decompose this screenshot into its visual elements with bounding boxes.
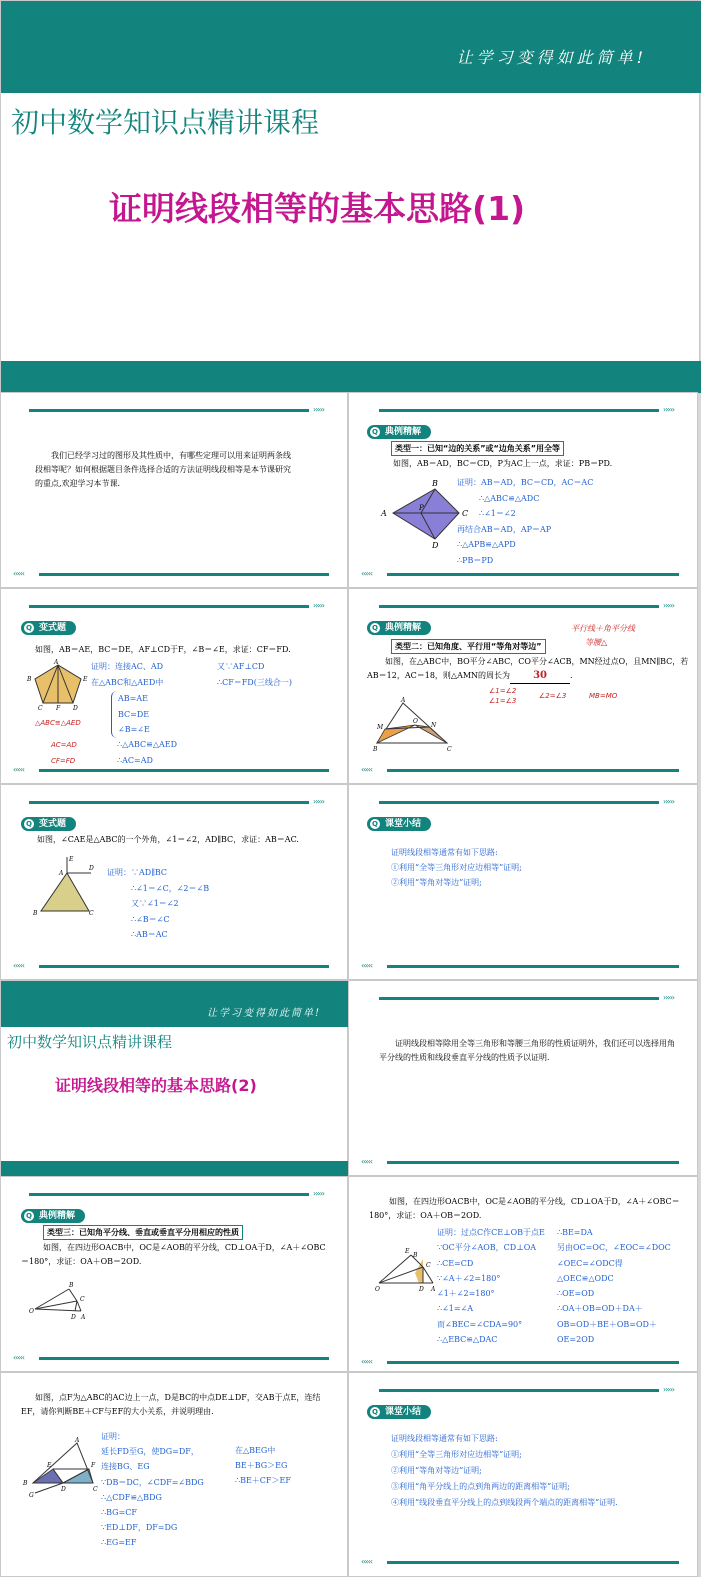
bottom-divider [39, 965, 329, 968]
intro-text: 我们已经学习过的图形及其性质中，有哪些定理可以用来证明两条线段相等呢？如何根据题目条件选择合适的方法证明线段相等是本节课研究的重点,欢迎学习本节课. [35, 451, 291, 488]
type3-figure [29, 1279, 89, 1321]
top-divider [379, 605, 659, 608]
intro2-text: 证明线段相等除用全等三角形和等腰三角形的性质证明外，我们还可以选择用角平分线的性质和线段垂直平分线的性质予以证明. [379, 1039, 675, 1062]
fig-label-C: C [38, 705, 43, 712]
variant3-proof-right: 在△BEG中 BE＋BG＞EG ∴BE＋CF＞EF [235, 1446, 291, 1486]
fig-label-C: C [426, 1262, 431, 1269]
fig-label-D: D [419, 1286, 424, 1293]
type2-figure [373, 697, 453, 753]
variant2-proof: 证明：∵AD∥BC ∴∠1＝∠C，∠2＝∠B 又∵∠1＝∠2 ∴∠B＝∠C ∴AB＝AC [107, 868, 210, 939]
bottom-divider [387, 1361, 679, 1364]
type1-problem: 如图，AB＝AD，BC＝CD，P为AC上一点，求证：PB＝PD. [393, 459, 613, 468]
type3-slide [0, 1176, 348, 1372]
top-chevrons: ››››› [663, 405, 674, 414]
bottom-chevrons: ‹‹‹‹‹ [13, 1353, 24, 1362]
fig-label-B: B [432, 479, 438, 488]
intro-slide-2 [348, 980, 698, 1176]
fig-label-A: A [59, 870, 64, 877]
type1-slide [348, 392, 698, 588]
variant1-figure [25, 659, 91, 711]
type3-label: 类型三：已知角平分线、垂直或垂直平分用相应的性质 [43, 1225, 243, 1240]
handwritten-note-4: ∠1=∠3 [489, 697, 517, 705]
fig-label-C: C [447, 746, 452, 753]
variant2-slide [0, 784, 348, 980]
type1-figure [379, 477, 469, 549]
search-icon: Q [24, 623, 34, 633]
type3-proof-problem: 如图，在四边形OACB中，OC是∠AOB的平分线，CD⊥OA于D，∠A＋∠OBC＝180°，求证：OA＋OB＝2OD. [369, 1197, 680, 1220]
top-chevrons: ››››› [313, 1189, 324, 1198]
search-icon: Q [24, 1211, 34, 1221]
bottom-chevrons: ‹‹‹‹‹ [361, 961, 372, 970]
fig-label-A: A [54, 659, 59, 666]
bottom-divider [39, 769, 329, 772]
summary-tag: Q 课堂小结 [367, 1405, 431, 1419]
bottom-divider [387, 573, 679, 576]
variant1-proof-left: 证明：连接AC、AD 在△ABC和△AED中 [91, 662, 164, 687]
fig-label-A: A [381, 509, 387, 518]
variant-tag: Q 变式题 [21, 621, 76, 635]
fig-label-D: D [89, 865, 94, 872]
summary2-slide [348, 1372, 698, 1577]
example-tag: Q 典例精解 [21, 1209, 85, 1223]
type1-proof: 证明：AB＝AD，BC＝CD，AC＝AC ∴△ABC≌△ADC ∴∠1＝∠2 再结合AB＝AD，AP＝AP ∴△APB≌△APD ∴PB＝PD [457, 478, 594, 565]
variant2-problem: 如图，∠CAE是△ABC的一个外角，∠1＝∠2，AD∥BC，求证：AB＝AC. [37, 835, 299, 844]
top-chevrons: ››››› [663, 601, 674, 610]
fig-label-B: B [27, 676, 32, 683]
title-slide-2 [0, 980, 348, 1176]
fig-label-A: A [81, 1314, 86, 1321]
fig-label-E: E [405, 1248, 410, 1255]
summary1-slide [348, 784, 698, 980]
variant3-slide [0, 1372, 348, 1577]
variant1-problem: 如图，AB＝AE，BC＝DE，AF⊥CD于F，∠B＝∠E，求证：CF＝FD. [35, 645, 291, 654]
fig-label-C: C [93, 1486, 98, 1493]
type2-problem: 如图，在△ABC中，BO平分∠ABC，CO平分∠ACB，MN经过点O，且MN∥BC，若AB＝12，AC＝18，则△AMN的周长为 30 . [367, 655, 689, 684]
fig-label-E: E [69, 856, 74, 863]
type3-proof-slide [348, 1176, 698, 1372]
top-chevrons: ››››› [313, 601, 324, 610]
variant3-problem: 如图，点F为△ABC的AC边上一点，D是BC的中点DE⊥DF，交AB于点E，连结EF，请你判断BE＋CF与EF的大小关系，并说明理由. [21, 1393, 321, 1416]
bottom-chevrons: ‹‹‹‹‹ [13, 569, 24, 578]
title-slide-1 [0, 0, 700, 392]
fig-label-A: A [431, 1286, 436, 1293]
fig-label-C: C [80, 1296, 85, 1303]
slogan: 让学习变得如此简单! [206, 1008, 321, 1019]
handwritten-note-1: 平行线＋角平分线 [571, 624, 635, 633]
handwritten-note-2: 等腰△ [585, 638, 608, 647]
footer-banner [1, 1161, 349, 1177]
bottom-divider [387, 1561, 679, 1564]
variant3-figure [23, 1435, 99, 1497]
fig-label-D: D [73, 705, 78, 712]
fig-label-A: A [401, 697, 406, 704]
type3-proof-left: 证明：过点C作CE⊥OB于点E ∵OC平分∠AOB，CD⊥OA ∴CE=CD ∵∠A＋∠2=180° ∠1＋∠2=180° ∴∠1=∠A 而∠BEC=∠CDA=90° ∴△EBC≌△DAC [437, 1228, 545, 1345]
fig-label-F: F [91, 1462, 96, 1469]
variant1-proof-conclusion: ∴△ABC≌△AED ∴AC=AD [117, 740, 178, 765]
bottom-divider [39, 1357, 329, 1360]
fig-label-D: D [71, 1314, 76, 1321]
top-divider [379, 997, 659, 1000]
top-chevrons: ››››› [313, 405, 324, 414]
variant-tag: Q 变式题 [21, 817, 76, 831]
top-divider [29, 801, 309, 804]
top-divider [29, 1193, 309, 1196]
fig-label-B: B [373, 746, 378, 753]
fig-label-M: M [377, 724, 384, 731]
search-icon: Q [370, 819, 380, 829]
fig-label-D: D [61, 1486, 66, 1493]
fig-label-F: F [56, 705, 61, 712]
bottom-divider [39, 573, 329, 576]
fig-label-C: C [89, 910, 94, 917]
variant2-figure [31, 855, 95, 917]
top-divider [29, 409, 309, 412]
top-divider [379, 409, 659, 412]
handwritten-note-1: △ABC≌△AED [35, 719, 81, 727]
fig-label-P: P [419, 504, 424, 512]
handwritten-note-6: MB=MO [589, 692, 618, 700]
bottom-chevrons: ‹‹‹‹‹ [13, 961, 24, 970]
top-chevrons: ››››› [663, 797, 674, 806]
fig-label-O: O [29, 1308, 34, 1315]
bottom-chevrons: ‹‹‹‹‹ [361, 1557, 372, 1566]
variant3-proof-left: 证明： 延长FD至G，使DG=DF， 连接BG、EG ∵DB＝DC，∠CDF=∠BDG ∴△CDF≌△BDG ∴BG=CF ∵ED⊥DF，DF=DG ∴EG=EF [101, 1432, 204, 1548]
fig-label-N: N [431, 722, 437, 729]
top-divider [379, 1389, 659, 1392]
search-icon: Q [24, 819, 34, 829]
bottom-chevrons: ‹‹‹‹‹ [361, 765, 372, 774]
top-chevrons: ››››› [663, 1385, 674, 1394]
fig-label-O: O [375, 1286, 380, 1293]
search-icon: Q [370, 623, 380, 633]
fig-label-B: B [69, 1282, 74, 1289]
top-chevrons: ››››› [663, 993, 674, 1002]
fig-label-G: G [29, 1492, 34, 1499]
course-title: 初中数学知识点精讲课程 [7, 1033, 173, 1051]
type3-problem: 如图，在四边形OACB中，OC是∠AOB的平分线，CD⊥OA于D，∠A＋∠OBC＝180°，求证：OA＋OB＝2OD. [21, 1243, 326, 1266]
search-icon: Q [370, 1407, 380, 1417]
handwritten-note-3: ∠1=∠2 [489, 687, 517, 695]
top-divider [29, 605, 309, 608]
search-icon: Q [370, 427, 380, 437]
handwritten-note-5: ∠2=∠3 [539, 692, 567, 700]
top-chevrons: ››››› [313, 797, 324, 806]
slogan: 让学习变得如此简单! [456, 48, 647, 67]
handwritten-note-2: AC=AD [51, 741, 77, 749]
fig-label-B: B [413, 1252, 418, 1259]
fig-label-D: D [432, 541, 439, 550]
footer-banner [1, 361, 701, 393]
fig-label-B: B [23, 1480, 28, 1487]
bottom-divider [387, 769, 679, 772]
summary1-lines: 证明线段相等通常有如下思路: ①利用“全等三角形对应边相等”证明; ②利用“等角对等边”证明; [391, 848, 522, 887]
bottom-divider [387, 965, 679, 968]
bottom-divider [387, 1161, 679, 1164]
answer-blank [510, 669, 570, 684]
variant1-brace-block: AB=AE BC=DE ∠B=∠E [111, 691, 150, 738]
example-tag: Q 典例精解 [367, 425, 431, 439]
lesson-title: 证明线段相等的基本思路(1) [109, 189, 526, 228]
fig-label-A: A [75, 1437, 80, 1444]
fig-label-C: C [462, 509, 469, 518]
example-tag: Q 典例精解 [367, 621, 431, 635]
handwritten-note-3: CF=FD [51, 757, 76, 765]
bottom-chevrons: ‹‹‹‹‹ [361, 569, 372, 578]
lesson-title: 证明线段相等的基本思路(2) [55, 1076, 257, 1095]
fig-label-E: E [47, 1462, 52, 1469]
summary-tag: Q 课堂小结 [367, 817, 431, 831]
fig-label-E: E [83, 676, 88, 683]
bottom-chevrons: ‹‹‹‹‹ [361, 1157, 372, 1166]
intro-slide-1 [0, 392, 348, 588]
bottom-chevrons: ‹‹‹‹‹ [361, 1357, 372, 1366]
type1-label: 类型一：已知“边的关系”或“边角关系”用全等 [391, 441, 564, 456]
type3-proof-figure [375, 1247, 437, 1293]
variant1-proof-right: 又∵AF⊥CD ∴CF＝FD(三线合一) [217, 662, 292, 687]
summary2-lines: 证明线段相等通常有如下思路: ①利用“全等三角形对应边相等”证明; ②利用“等角对等边”证明; ③利用“角平分线上的点到角两边的距离相等”证明; ④利用“线段垂直平分线上的点到线段两个端点的距离相等”证明. [391, 1434, 618, 1507]
fig-label-O: O [413, 718, 418, 725]
type2-label: 类型二：已知角度、平行用“等角对等边” [391, 639, 546, 654]
fig-label-B: B [33, 910, 38, 917]
course-title: 初中数学知识点精讲课程 [11, 106, 320, 139]
bottom-chevrons: ‹‹‹‹‹ [13, 765, 24, 774]
variant1-slide [0, 588, 348, 784]
answer-value: 30 [533, 670, 547, 681]
type3-proof-right: ∴BE=DA 另由OC=OC，∠EOC=∠DOC ∠OEC=∠ODC得 △OEC≌△ODC ∴OE=OD ∴OA＋OB=OD＋DA＋ OB=OD＋BE＋OB=OD＋ OE=2OD [557, 1228, 671, 1345]
top-divider [379, 801, 659, 804]
type2-slide [348, 588, 698, 784]
